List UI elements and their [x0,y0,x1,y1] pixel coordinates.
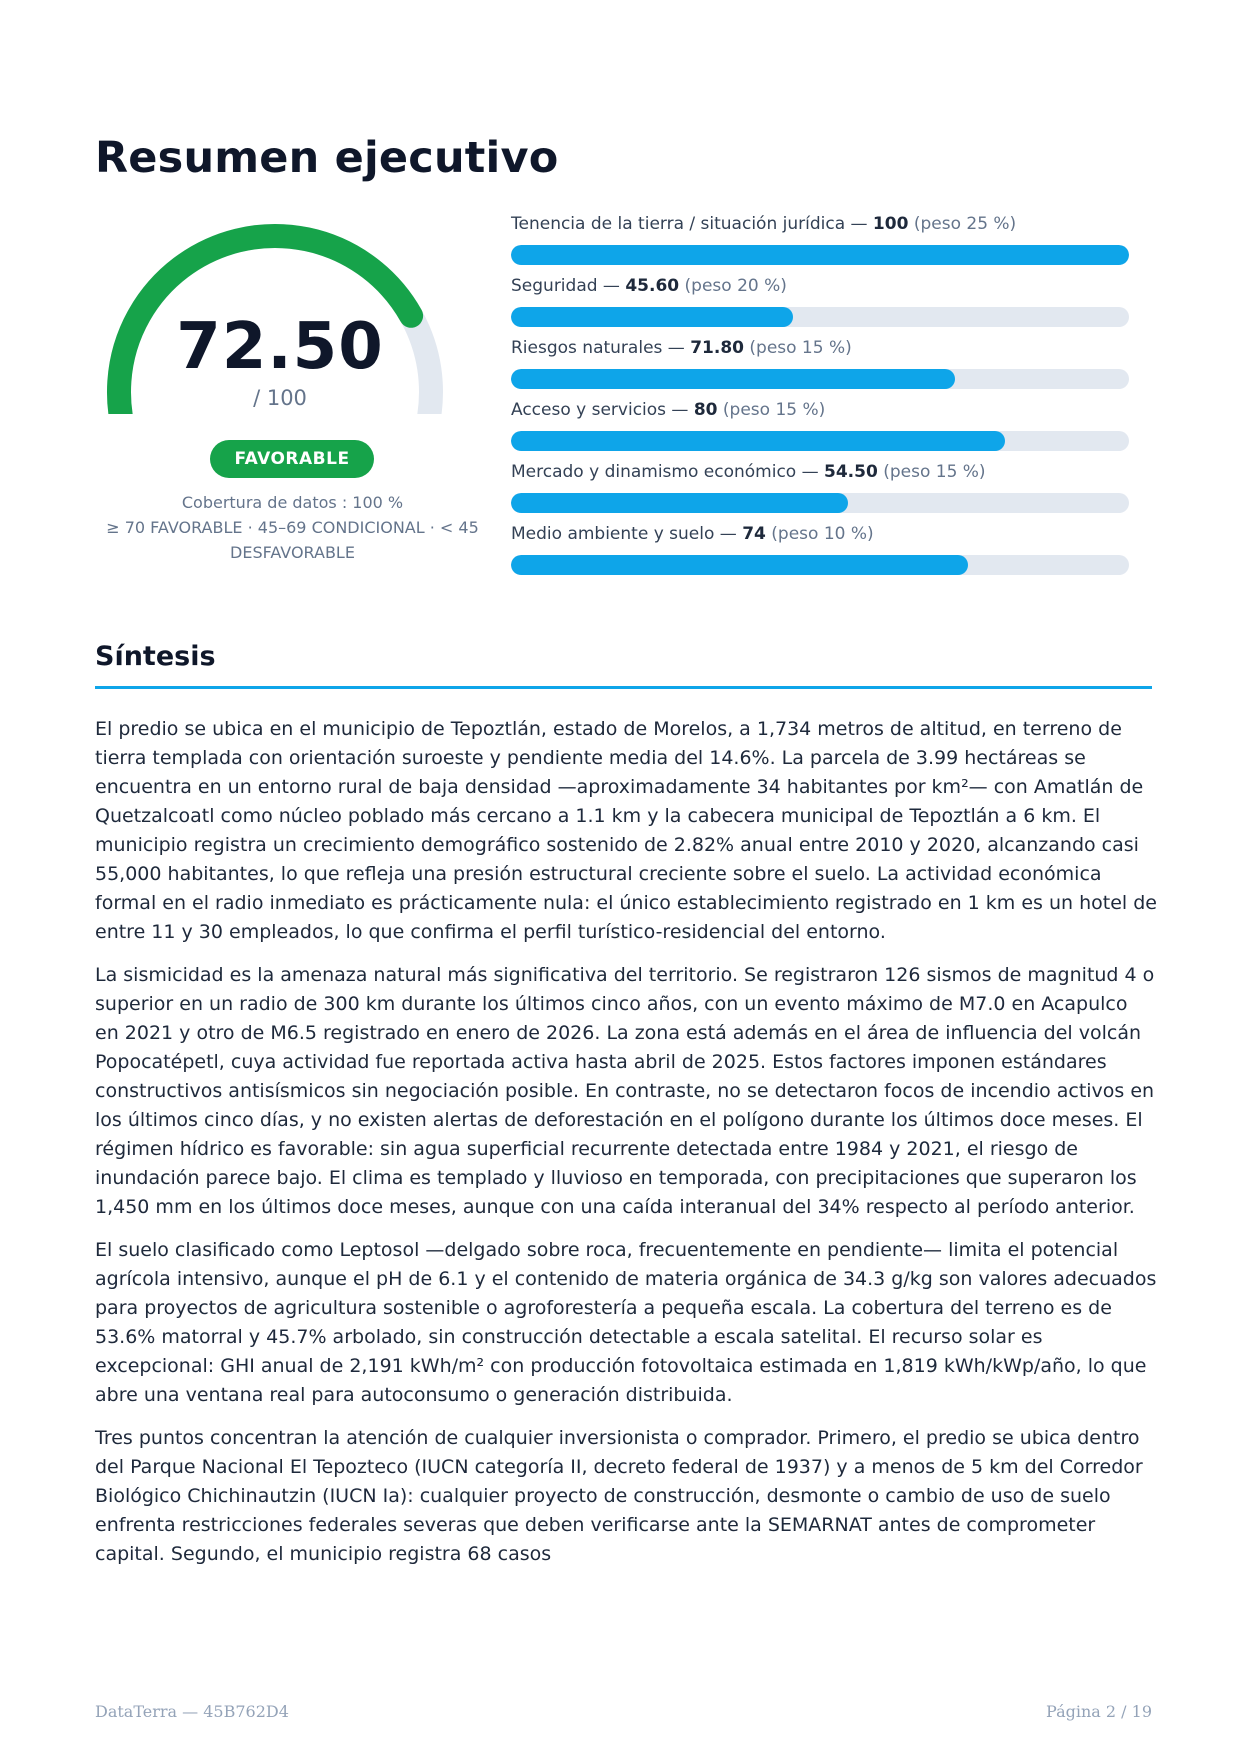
factor-label: Acceso y servicios — 80 (peso 15 %) [511,400,826,420]
factor-weight: (peso 10 %) [771,524,874,544]
factor-score: 45.60 [625,276,680,296]
factor-name: Acceso y servicios [511,400,667,420]
factor-weight: (peso 15 %) [883,462,986,482]
factor-name: Riesgos naturales [511,338,663,358]
factor-name: Medio ambiente y suelo [511,524,715,544]
factor-name: Mercado y dinamismo económico [511,462,797,482]
factor-score: 71.80 [690,338,744,358]
factor-bar-track [511,555,1129,575]
factor-label: Medio ambiente y suelo — 74 (peso 10 %) [511,524,874,544]
coverage-info [95,490,490,565]
factor-bar-fill [511,431,1005,451]
paragraph: La sismicidad es la amenaza natural más significativa del territorio. Se registraron 126 sismos de magnitud 4 o superior en un radio de 300 km durante los últimos cinco años, con un evento máximo de M7.0 en Acapulco en 2021 y otro de M6.5 registrado en enero de 2026. La zona está además en el área de influencia del volcán Popocatépetl, cuya actividad fue reportada activa hasta abril de 2025. Estos factores imponen estándares constructivos antisísmicos sin negociación posible. En contraste, no se detectaron focos de incendio activos en los últimos cinco días, y no existen alertas de deforestación en el polígono durante los últimos doce meses. El régimen hídrico es favorable: sin agua superficial recurrente detectada entre 1984 y 2021, el riesgo de inundación parece bajo. El clima es templado y lluvioso en temporada, con precipitaciones que superaron los 1,450 mm en los últimos doce meses, aunque con una caída interanual del 34% respecto al período anterior. [95,964,1155,1218]
factor-weight: (peso 15 %) [749,338,852,358]
factor-score: 54.50 [824,462,878,482]
factor-row [511,338,1131,388]
factor-bar-track [511,307,1129,327]
factor-label: Tenencia de la tierra / situación jurídica — 100 (peso 25 %) [511,214,1017,234]
factor-label: Seguridad — 45.60 (peso 20 %) [511,276,787,296]
coverage-text: Cobertura de datos : 100 % [181,493,404,512]
score-gauge [95,214,490,574]
score-max: / 100 [253,386,307,410]
factor-bar-fill [511,369,955,389]
rating-legend: ≥ 70 FAVORABLE · 45–69 CONDICIONAL · < 45 DESFAVORABLE [106,518,479,562]
factor-row [511,400,1131,450]
factor-bar-fill [511,555,968,575]
factor-bar-fill [511,493,848,513]
factor-weight: (peso 15 %) [722,400,826,420]
page-title: Resumen ejecutivo [95,133,559,183]
section-divider [95,686,1152,689]
factor-bar-fill [511,245,1129,265]
factor-name: Seguridad [511,276,598,296]
section-title: Síntesis [95,641,216,672]
factor-bar-fill [511,307,793,327]
paragraph: El suelo clasificado como Leptosol —delgado sobre roca, frecuentemente en pendiente— limita el potencial agrícola intensivo, aunque el pH de 6.1 y el contenido de materia orgánica de 34.3 g/kg son valores adecuados para proyectos de agricultura sostenible o agroforestería a pequeña escala. La cobertura del terreno es de 53.6% matorral y 45.7% arbolado, sin construcción detectable a escala satelital. El recurso solar es excepcional: GHI anual de 2,191 kWh/m² con producción fotovoltaica estimada en 1,819 kWh/kWp/año, lo que abre una ventana real para autoconsumo o generación distribuida. [95,1239,1157,1406]
factor-weight: (peso 25 %) [913,214,1017,234]
rating-badge: FAVORABLE [210,440,374,478]
factor-score: 74 [742,524,766,544]
factor-row [511,214,1131,264]
factor-weight: (peso 20 %) [684,276,787,296]
footer-page-number: Página 2 / 19 [1046,1702,1152,1721]
factor-row [511,276,1131,326]
factor-bar-track [511,245,1129,265]
factor-bar-track [511,369,1129,389]
factor-row [511,524,1131,574]
paragraph: Tres puntos concentran la atención de cualquier inversionista o comprador. Primero, el predio se ubica dentro del Parque Nacional El Tepozteco (IUCN categoría II, decreto federal de 1937) y a menos de 5 km del Corredor Biológico Chichinautzin (IUCN Ia): cualquier proyecto de construcción, desmonte o cambio de uso de suelo enfrenta restricciones federales severas que deben verificarse ante la SEMARNAT antes de comprometer capital. Segundo, el municipio registra 68 casos [95,1427,1143,1565]
synthesis-text [95,715,1157,1583]
factor-bar-track [511,493,1129,513]
paragraph: El predio se ubica en el municipio de Tepoztlán, estado de Morelos, a 1,734 metros de altitud, en terreno de tierra templada con orientación suroeste y pendiente media del 14.6%. La parcela de 3.99 hectáreas se encuentra en un entorno rural de baja densidad —aproximadamente 34 habitantes por km²— con Amatlán de Quetzalcoatl como núcleo poblado más cercano a 1.1 km y la cabecera municipal de Tepoztlán a 6 km. El municipio registra un crecimiento demográfico sostenido de 2.82% anual entre 2010 y 2020, alcanzando casi 55,000 habitantes, lo que refleja una presión estructural creciente sobre el suelo. La actividad económica formal en el radio inmediato es prácticamente nula: el único establecimiento registrado en 1 km es un hotel de entre 11 y 30 empleados, lo que confirma el perfil turístico-residencial del entorno. [95,718,1157,943]
factor-label: Riesgos naturales — 71.80 (peso 15 %) [511,338,852,358]
factor-label: Mercado y dinamismo económico — 54.50 (peso 15 %) [511,462,986,482]
factor-row [511,462,1131,512]
factor-score: 80 [693,400,718,420]
factor-score: 100 [872,214,909,234]
factor-name: Tenencia de la tierra / situación jurídica [511,214,846,234]
score-value: 72.50 [176,310,384,384]
factor-bar-track [511,431,1129,451]
footer-doc-id: DataTerra — 45B762D4 [95,1702,289,1721]
